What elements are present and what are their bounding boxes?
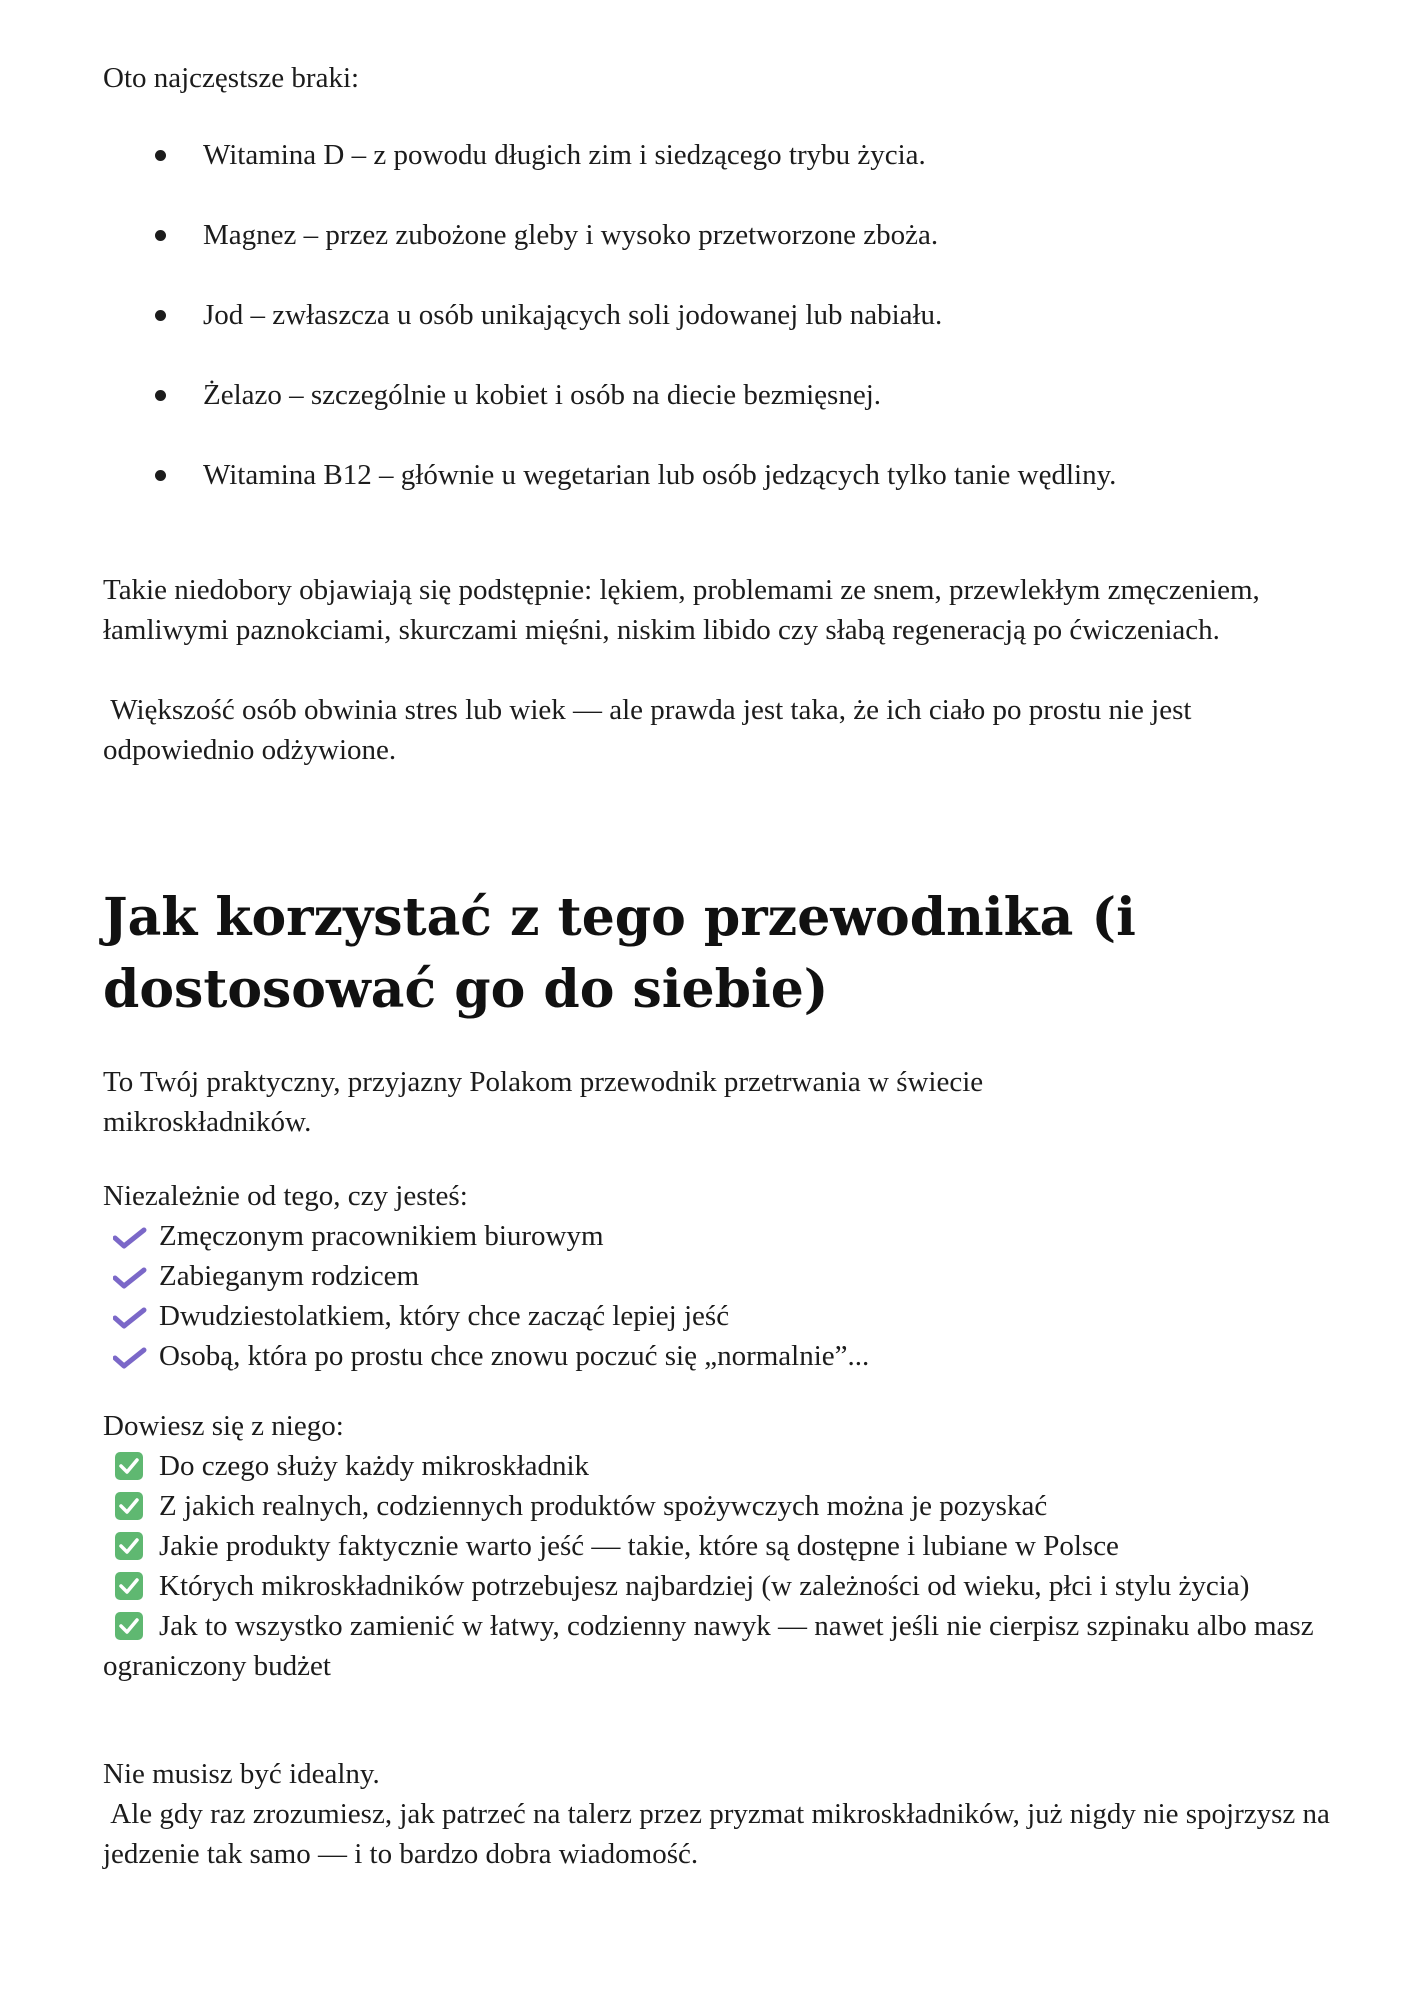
bullet-icon xyxy=(155,150,166,161)
list-item xyxy=(103,1336,1343,1376)
learn-label: Dowiesz się z niego: xyxy=(103,1410,344,1442)
list-item-text: Żelazo – szczególnie u kobiet i osób na diecie bezmięsnej. xyxy=(203,379,882,411)
blame-paragraph: Większość osób obwinia stres lub wiek — ale prawda jest taka, że ich ciało po prostu nie jest odpowiednio odżywione. xyxy=(103,694,1199,766)
list-item xyxy=(103,1446,1343,1486)
list-item-text: Do czego służy każdy mikroskładnik xyxy=(159,1450,590,1482)
symptoms-paragraph: Takie niedobory objawiają się podstępnie: lękiem, problemami ze snem, przewlekłym zmęczeniem, łamliwymi paznokciami, skurczami mięśni, niskim libido czy słabą regeneracją po ćwiczeniach. xyxy=(103,574,1260,646)
bullet-icon xyxy=(155,470,166,481)
bullet-icon xyxy=(155,310,166,321)
list-item xyxy=(103,1526,1343,1566)
list-item xyxy=(103,1256,1343,1296)
section-heading: Jak korzystać z tego przewodnika (i dostosować go do siebie) xyxy=(103,887,1136,1020)
list-item xyxy=(103,1216,1343,1256)
list-item xyxy=(103,375,1333,415)
list-item-text: Zabieganym rodzicem xyxy=(159,1260,420,1292)
deficiency-list xyxy=(103,135,1333,535)
closing-line-1: Nie musisz być idealny. xyxy=(103,1758,380,1790)
list-item-text: Zmęczonym pracownikiem biurowym xyxy=(159,1220,604,1252)
list-item xyxy=(103,1296,1343,1336)
white-check-mark-box-icon xyxy=(115,1532,143,1560)
list-item-text: Magnez – przez zubożone gleby i wysoko przetworzone zboża. xyxy=(203,219,939,251)
bullet-icon xyxy=(155,390,166,401)
list-item xyxy=(103,1566,1343,1606)
list-item xyxy=(103,1486,1343,1526)
white-check-mark-box-icon xyxy=(115,1572,143,1600)
heavy-check-mark-icon xyxy=(113,1267,147,1289)
list-item-text: Jakie produkty faktycznie warto jeść — takie, które są dostępne i lubiane w Polsce xyxy=(159,1530,1119,1562)
audience-list xyxy=(103,1216,1343,1376)
list-item xyxy=(103,295,1333,335)
white-check-mark-box-icon xyxy=(115,1452,143,1480)
intro-text: Oto najczęstsze braki: xyxy=(103,62,360,94)
white-check-mark-box-icon xyxy=(115,1492,143,1520)
guide-intro: To Twój praktyczny, przyjazny Polakom przewodnik przetrwania w świecie mikroskładników. xyxy=(103,1066,984,1138)
white-check-mark-box-icon xyxy=(115,1612,143,1640)
list-item-text: Jod – zwłaszcza u osób unikających soli jodowanej lub nabiału. xyxy=(203,299,943,331)
closing-line-2: Ale gdy raz zrozumiesz, jak patrzeć na talerz przez pryzmat mikroskładników, już nigdy nie spojrzysz na jedzenie tak samo — i to bardzo dobra wiadomość. xyxy=(103,1798,1338,1870)
bullet-icon xyxy=(155,230,166,241)
list-item xyxy=(103,135,1333,175)
list-item-text: Jak to wszystko zamienić w łatwy, codzienny nawyk — nawet jeśli nie cierpisz szpinaku albo masz ograniczony budżet xyxy=(103,1610,1314,1682)
list-item-text: Witamina D – z powodu długich zim i siedzącego trybu życia. xyxy=(203,139,926,171)
list-item-text: Z jakich realnych, codziennych produktów spożywczych można je pozyskać xyxy=(159,1490,1048,1522)
list-item xyxy=(103,1606,1343,1686)
list-item-text: Których mikroskładników potrzebujesz najbardziej (w zależności od wieku, płci i stylu życia) xyxy=(159,1570,1250,1602)
heavy-check-mark-icon xyxy=(113,1307,147,1329)
learn-list xyxy=(103,1446,1343,1686)
audience-label: Niezależnie od tego, czy jesteś: xyxy=(103,1180,468,1212)
list-item xyxy=(103,215,1333,255)
list-item xyxy=(103,455,1333,495)
heavy-check-mark-icon xyxy=(113,1227,147,1249)
list-item-text: Dwudziestolatkiem, który chce zacząć lepiej jeść xyxy=(159,1300,730,1332)
list-item-text: Osobą, która po prostu chce znowu poczuć się „normalnie”... xyxy=(159,1340,870,1372)
heavy-check-mark-icon xyxy=(113,1347,147,1369)
list-item-text: Witamina B12 – głównie u wegetarian lub osób jedzących tylko tanie wędliny. xyxy=(203,459,1117,491)
